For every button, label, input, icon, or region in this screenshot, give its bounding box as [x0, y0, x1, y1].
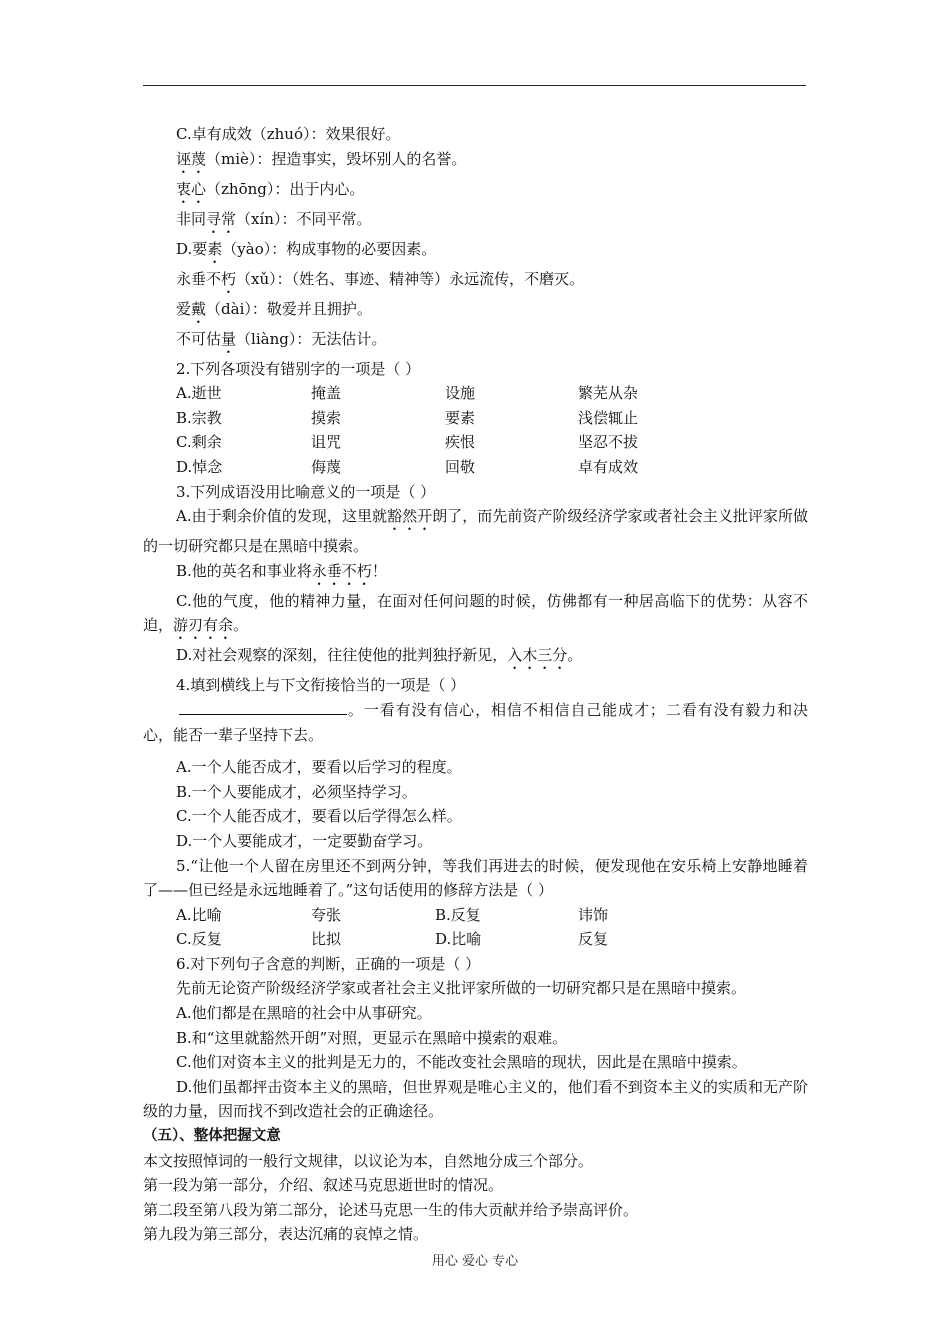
page-footer: 用心 爱心 专心 [431, 1254, 519, 1269]
vocab-item: 永垂不朽（xǔ）：（姓名、事迹、精神等）永远流传，不磨灭。 [176, 269, 585, 288]
question-6-option-b: B.和“这里就豁然开朗”对照，更显示在黑暗中摸索的艰难。 [176, 1028, 568, 1047]
question-3-stem: 3.下列成语没用比喻意义的一项是（ ） [176, 482, 436, 501]
question-3-option-c: C.他的气度，他的精神力量，在面对任何问题的时候，仿佛都有一种居高临下的优势：从容不迫，游刃有余。 [143, 591, 808, 635]
question-5-stem: 5.“让他一个人留在房里还不到两分钟，等我们再进去的时候，便发现他在安乐椅上安静地睡着了——但已经是永远地睡着了。”这句话使用的修辞方法是（ ） [143, 856, 808, 900]
question-6-option-a: A.他们都是在黑暗的社会中从事研究。 [176, 1004, 432, 1023]
question-2-option-c: C.剩余 诅咒 疾恨 坚忍不拔 [176, 433, 639, 452]
vocab-item: 爱戴（dài）：敬爱并且拥护。 [176, 299, 372, 318]
question-4-passage: 。一看有没有信心，相信不相信自己能成才；二看有没有毅力和决心，能否一辈子坚持下去。 [143, 700, 808, 744]
question-3-option-d: D.对社会观察的深刻，往往使他的批判独抒新见，入木三分。 [176, 646, 583, 665]
question-2-stem: 2.下列各项没有错别字的一项是（ ） [176, 359, 421, 378]
question-5-options-row-1: A.比喻 夸张 B.反复 讳饰 [176, 905, 609, 924]
vocab-item: 诬蔑（miè）：捏造事实，毁坏别人的名誉。 [176, 149, 467, 168]
vocab-item: 衷心（zhōng）：出于内心。 [176, 179, 365, 198]
question-5-options-row-2: C.反复 比拟 D.比喻 反复 [176, 930, 609, 949]
section-line: 本文按照悼词的一般行文规律，以议论为本，自然地分成三个部分。 [143, 1151, 594, 1170]
question-4-option-d: D.一个人要能成才，一定要勤奋学习。 [176, 831, 433, 850]
vocab-item: D.要素（yào）：构成事物的必要因素。 [176, 239, 437, 258]
question-3-option-b: B.他的英名和事业将永垂不朽！ [176, 561, 387, 580]
question-4-option-b: B.一个人要能成才，必须坚持学习。 [176, 782, 417, 801]
question-2-option-b: B.宗教 摸索 要素 浅偿辄止 [176, 408, 639, 427]
question-4-option-c: C.一个人能否成才，要看以后学得怎么样。 [176, 807, 462, 826]
question-2-option-a: A.逝世 掩盖 设施 繁芜从杂 [176, 384, 639, 403]
question-4-stem: 4.填到横线上与下文衔接恰当的一项是（ ） [176, 676, 466, 695]
fill-in-blank[interactable] [179, 699, 347, 715]
vocab-item: 不可估量（liàng）：无法估计。 [176, 329, 387, 348]
question-6-quote: 先前无论资产阶级经济学家或者社会主义批评家所做的一切研究都只是在黑暗中摸索。 [176, 979, 747, 998]
section-heading: （五）、整体把握文意 [143, 1128, 281, 1145]
header-rule [143, 85, 806, 86]
question-4-option-a: A.一个人能否成才，要看以后学习的程度。 [176, 758, 462, 777]
vocab-item: C.卓有成效（zhuó）：效果很好。 [176, 125, 401, 143]
question-6-stem: 6.对下列句子含意的判断，正确的一项是（ ） [176, 954, 481, 973]
question-3-option-a: A.由于剩余价值的发现，这里就豁然开朗了，而先前资产阶级经济学家或者社会主义批评家所做的一切研究都只是在黑暗中摸索。 [143, 507, 808, 556]
document-body [143, 122, 808, 1247]
vocab-item: 非同寻常（xín）：不同平常。 [176, 209, 372, 228]
question-2-option-d: D.悼念 侮蔑 回敬 卓有成效 [176, 457, 639, 476]
question-6-option-c: C.他们对资本主义的批判是无力的，不能改变社会黑暗的现状，因此是在黑暗中摸索。 [176, 1053, 747, 1072]
section-line: 第一段为第一部分，介绍、叙述马克思逝世时的情况。 [143, 1176, 504, 1195]
section-line: 第九段为第三部分，表达沉痛的哀悼之情。 [143, 1225, 429, 1244]
section-line: 第二段至第八段为第二部分，论述马克思一生的伟大贡献并给予崇高评价。 [143, 1200, 639, 1219]
question-6-option-d: D.他们虽都抨击资本主义的黑暗，但世界观是唯心主义的，他们看不到资本主义的实质和无产阶级的力量，因而找不到改造社会的正确途径。 [143, 1077, 808, 1121]
